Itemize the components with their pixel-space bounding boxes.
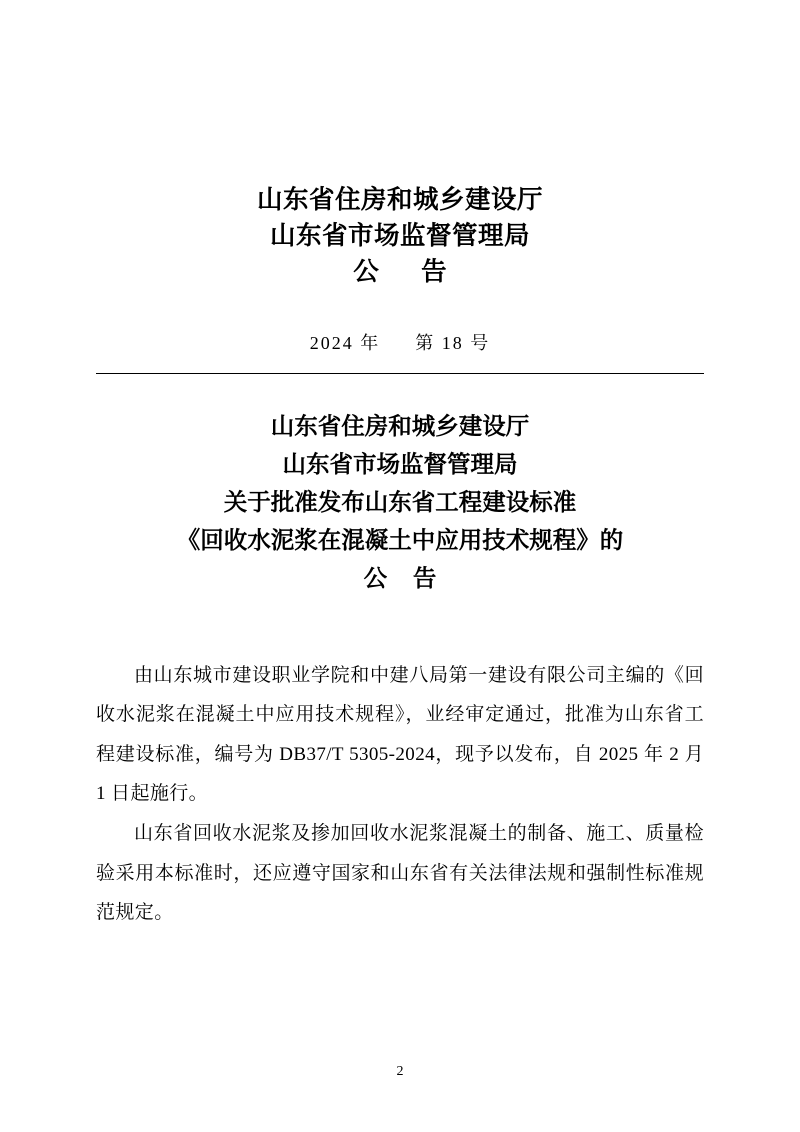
body-text (96, 656, 704, 933)
announcement-title (96, 408, 704, 598)
issue-line (96, 329, 704, 355)
paragraph-2: 山东省回收水泥浆及掺加回收水泥浆混凝土的制备、施工、质量检验采用本标准时，还应遵守国家和山东省有关法律法规和强制性标准规范规定。 (96, 822, 704, 924)
title-line-3: 关于批准发布山东省工程建设标准 (223, 489, 577, 516)
title-line-1: 山东省住房和城乡建设厅 (270, 413, 530, 440)
title-line-4: 《回收水泥浆在混凝土中应用技术规程》的 (176, 527, 624, 554)
title-line-2: 山东省市场监督管理局 (282, 451, 518, 478)
issue-year: 2024 年 (309, 332, 381, 353)
issue-number: 第 18 号 (415, 332, 491, 353)
masthead (96, 182, 704, 291)
paragraph-1: 由山东城市建设职业学院和中建八局第一建设有限公司主编的《回收水泥浆在混凝土中应用技术规程》，业经审定通过，批准为山东省工程建设标准，编号为 DB37/T 5305-2024，现予以发布，自 2025 年 2 月 1 日起施行。 (96, 664, 704, 805)
top-spacer (96, 0, 704, 182)
horizontal-rule (96, 373, 704, 374)
page-number: 2 (396, 1064, 404, 1079)
masthead-line-1: 山东省住房和城乡建设厅 (256, 185, 543, 214)
title-line-5: 公 告 (363, 565, 447, 592)
masthead-line-2: 山东省市场监督管理局 (269, 221, 530, 251)
masthead-line-3: 公 告 (353, 257, 465, 287)
